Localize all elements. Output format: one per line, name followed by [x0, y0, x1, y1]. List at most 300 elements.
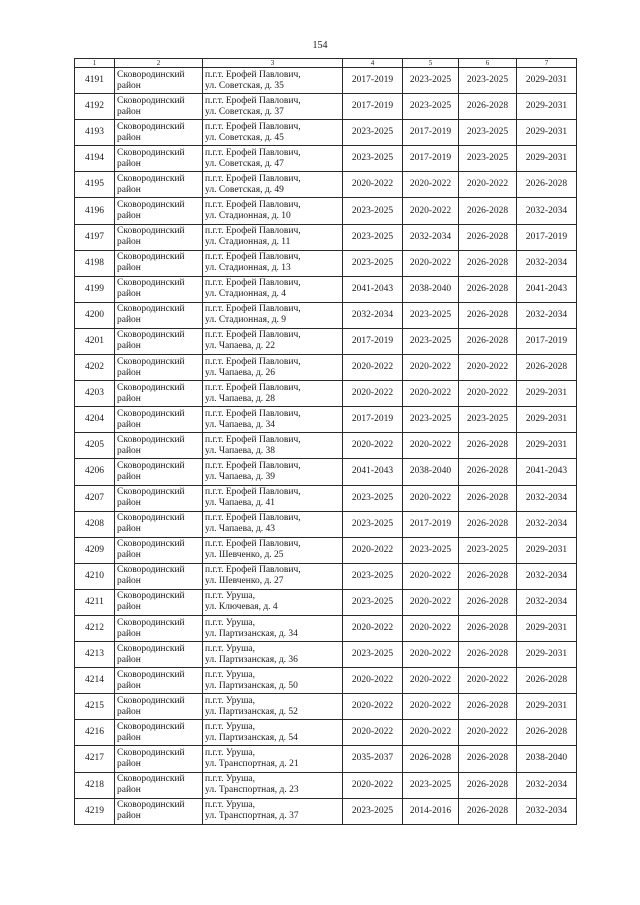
- column-number: 1: [75, 59, 115, 68]
- district-line: район: [117, 80, 141, 91]
- period-cell-y7: 2029-2031: [517, 120, 577, 146]
- table-row: [75, 172, 577, 198]
- address-cell: [203, 746, 343, 772]
- row-number-cell: 4217: [75, 746, 115, 772]
- district-line: Сковородинский: [117, 200, 185, 211]
- address-line: п.г.т. Уруша,: [205, 721, 256, 732]
- period-cell-y7: 2029-2031: [517, 537, 577, 563]
- row-number-cell: 4215: [75, 694, 115, 720]
- period-cell-y5: 2023-2025: [403, 94, 459, 120]
- period-cell-y6: 2026-2028: [459, 198, 517, 224]
- row-number-cell: 4201: [75, 328, 115, 354]
- table-row: [75, 798, 577, 824]
- period-cell-y6: 2020-2022: [459, 381, 517, 407]
- period-cell-y7: 2029-2031: [517, 94, 577, 120]
- table-row: [75, 250, 577, 276]
- period-cell-y6: 2026-2028: [459, 589, 517, 615]
- district-line: Сковородинский: [117, 356, 185, 367]
- address-line: ул. Чапаева, д. 26: [205, 367, 276, 378]
- address-cell: [203, 589, 343, 615]
- district-line: Сковородинский: [117, 460, 185, 471]
- period-cell-y5: 2020-2022: [403, 172, 459, 198]
- row-number-cell: 4195: [75, 172, 115, 198]
- period-cell-y4: 2023-2025: [343, 589, 403, 615]
- row-number-cell: 4193: [75, 120, 115, 146]
- row-number-cell: 4203: [75, 381, 115, 407]
- district-line: район: [117, 158, 141, 169]
- district-line: район: [117, 471, 141, 482]
- address-line: ул. Партизанская, д. 34: [205, 628, 298, 639]
- district-line: район: [117, 654, 141, 665]
- address-cell: [203, 668, 343, 694]
- address-cell: [203, 381, 343, 407]
- district-cell: [115, 615, 203, 641]
- table-row: [75, 772, 577, 798]
- district-cell: [115, 511, 203, 537]
- period-cell-y6: 2020-2022: [459, 355, 517, 381]
- address-cell: [203, 563, 343, 589]
- period-cell-y4: 2023-2025: [343, 224, 403, 250]
- district-line: район: [117, 393, 141, 404]
- period-cell-y4: 2020-2022: [343, 537, 403, 563]
- period-cell-y6: 2026-2028: [459, 433, 517, 459]
- address-line: п.г.т. Уруша,: [205, 800, 256, 811]
- address-line: ул. Чапаева, д. 28: [205, 393, 276, 404]
- period-cell-y6: 2026-2028: [459, 302, 517, 328]
- period-cell-y7: 2026-2028: [517, 355, 577, 381]
- period-cell-y5: 2020-2022: [403, 694, 459, 720]
- table-row: [75, 511, 577, 537]
- period-cell-y7: 2032-2034: [517, 798, 577, 824]
- district-cell: [115, 459, 203, 485]
- period-cell-y7: 2029-2031: [517, 146, 577, 172]
- address-cell: [203, 68, 343, 94]
- period-cell-y7: 2032-2034: [517, 250, 577, 276]
- address-line: п.г.т. Ерофей Павлович,: [205, 330, 301, 341]
- district-cell: [115, 224, 203, 250]
- district-line: Сковородинский: [117, 252, 185, 263]
- address-line: ул. Стадионная, д. 13: [205, 263, 291, 274]
- address-line: п.г.т. Ерофей Павлович,: [205, 69, 301, 80]
- table-row: [75, 720, 577, 746]
- period-cell-y7: 2026-2028: [517, 720, 577, 746]
- address-line: ул. Чапаева, д. 34: [205, 419, 276, 430]
- district-line: Сковородинский: [117, 617, 185, 628]
- address-cell: [203, 250, 343, 276]
- district-line: Сковородинский: [117, 147, 185, 158]
- period-cell-y5: 2014-2016: [403, 798, 459, 824]
- period-cell-y6: 2020-2022: [459, 668, 517, 694]
- period-cell-y6: 2026-2028: [459, 615, 517, 641]
- period-cell-y6: 2026-2028: [459, 94, 517, 120]
- address-cell: [203, 694, 343, 720]
- address-line: п.г.т. Ерофей Павлович,: [205, 487, 301, 498]
- address-line: п.г.т. Ерофей Павлович,: [205, 356, 301, 367]
- district-line: район: [117, 602, 141, 613]
- period-cell-y7: 2032-2034: [517, 563, 577, 589]
- period-cell-y4: 2035-2037: [343, 746, 403, 772]
- address-line: п.г.т. Уруша,: [205, 617, 256, 628]
- period-cell-y6: 2026-2028: [459, 511, 517, 537]
- district-line: район: [117, 732, 141, 743]
- period-cell-y7: 2029-2031: [517, 615, 577, 641]
- period-cell-y6: 2020-2022: [459, 720, 517, 746]
- district-line: район: [117, 132, 141, 143]
- period-cell-y7: 2026-2028: [517, 172, 577, 198]
- table-row: [75, 381, 577, 407]
- district-cell: [115, 328, 203, 354]
- district-cell: [115, 172, 203, 198]
- row-number-cell: 4213: [75, 642, 115, 668]
- district-line: район: [117, 811, 141, 822]
- period-cell-y7: 2032-2034: [517, 485, 577, 511]
- address-line: ул. Ключевая, д. 4: [205, 602, 278, 613]
- period-cell-y6: 2023-2025: [459, 407, 517, 433]
- district-line: район: [117, 341, 141, 352]
- district-cell: [115, 355, 203, 381]
- district-line: Сковородинский: [117, 95, 185, 106]
- district-line: Сковородинский: [117, 434, 185, 445]
- column-number: 7: [517, 59, 577, 68]
- address-line: ул. Стадионная, д. 11: [205, 237, 291, 248]
- period-cell-y4: 2023-2025: [343, 511, 403, 537]
- row-number-cell: 4194: [75, 146, 115, 172]
- period-cell-y6: 2026-2028: [459, 224, 517, 250]
- district-cell: [115, 746, 203, 772]
- address-cell: [203, 120, 343, 146]
- district-cell: [115, 642, 203, 668]
- district-line: район: [117, 706, 141, 717]
- row-number-cell: 4212: [75, 615, 115, 641]
- period-cell-y5: 2020-2022: [403, 642, 459, 668]
- period-cell-y5: 2020-2022: [403, 433, 459, 459]
- address-line: п.г.т. Уруша,: [205, 774, 256, 785]
- address-line: п.г.т. Ерофей Павлович,: [205, 173, 301, 184]
- district-line: район: [117, 106, 141, 117]
- register-table: [74, 58, 577, 825]
- district-line: Сковородинский: [117, 278, 185, 289]
- district-cell: [115, 68, 203, 94]
- row-number-cell: 4191: [75, 68, 115, 94]
- district-cell: [115, 537, 203, 563]
- district-line: район: [117, 184, 141, 195]
- district-cell: [115, 146, 203, 172]
- period-cell-y5: 2020-2022: [403, 589, 459, 615]
- period-cell-y6: 2026-2028: [459, 694, 517, 720]
- period-cell-y6: 2026-2028: [459, 459, 517, 485]
- period-cell-y7: 2029-2031: [517, 68, 577, 94]
- address-line: п.г.т. Уруша,: [205, 591, 256, 602]
- period-cell-y6: 2020-2022: [459, 172, 517, 198]
- district-line: Сковородинский: [117, 774, 185, 785]
- table-row: [75, 563, 577, 589]
- period-cell-y7: 2029-2031: [517, 433, 577, 459]
- period-cell-y5: 2017-2019: [403, 511, 459, 537]
- district-line: район: [117, 498, 141, 509]
- period-cell-y6: 2026-2028: [459, 250, 517, 276]
- period-cell-y6: 2026-2028: [459, 798, 517, 824]
- district-line: Сковородинский: [117, 69, 185, 80]
- row-number-cell: 4207: [75, 485, 115, 511]
- period-cell-y7: 2032-2034: [517, 198, 577, 224]
- district-line: Сковородинский: [117, 800, 185, 811]
- period-cell-y5: 2020-2022: [403, 198, 459, 224]
- table-row: [75, 224, 577, 250]
- district-line: район: [117, 680, 141, 691]
- address-cell: [203, 328, 343, 354]
- table-row: [75, 459, 577, 485]
- table-row: [75, 537, 577, 563]
- district-line: район: [117, 237, 141, 248]
- period-cell-y5: 2023-2025: [403, 302, 459, 328]
- district-cell: [115, 668, 203, 694]
- period-cell-y7: 2038-2040: [517, 746, 577, 772]
- address-line: ул. Партизанская, д. 54: [205, 732, 298, 743]
- row-number-cell: 4210: [75, 563, 115, 589]
- period-cell-y5: 2032-2034: [403, 224, 459, 250]
- address-line: п.г.т. Ерофей Павлович,: [205, 226, 301, 237]
- district-cell: [115, 798, 203, 824]
- period-cell-y5: 2020-2022: [403, 563, 459, 589]
- address-line: п.г.т. Ерофей Павлович,: [205, 565, 301, 576]
- row-number-cell: 4208: [75, 511, 115, 537]
- address-line: п.г.т. Ерофей Павлович,: [205, 278, 301, 289]
- address-line: п.г.т. Ерофей Павлович,: [205, 434, 301, 445]
- address-line: ул. Шевченко, д. 25: [205, 550, 284, 561]
- table-row: [75, 407, 577, 433]
- district-line: район: [117, 785, 141, 796]
- period-cell-y6: 2023-2025: [459, 537, 517, 563]
- row-number-cell: 4202: [75, 355, 115, 381]
- row-number-cell: 4199: [75, 276, 115, 302]
- address-line: ул. Партизанская, д. 50: [205, 680, 298, 691]
- address-line: ул. Чапаева, д. 43: [205, 524, 276, 535]
- row-number-cell: 4214: [75, 668, 115, 694]
- address-line: п.г.т. Ерофей Павлович,: [205, 121, 301, 132]
- address-line: ул. Чапаева, д. 22: [205, 341, 276, 352]
- district-line: район: [117, 263, 141, 274]
- table-row: [75, 746, 577, 772]
- period-cell-y5: 2026-2028: [403, 746, 459, 772]
- period-cell-y4: 2020-2022: [343, 694, 403, 720]
- table-row: [75, 642, 577, 668]
- period-cell-y6: 2026-2028: [459, 772, 517, 798]
- period-cell-y6: 2023-2025: [459, 120, 517, 146]
- period-cell-y5: 2020-2022: [403, 250, 459, 276]
- district-line: Сковородинский: [117, 539, 185, 550]
- address-line: п.г.т. Ерофей Павлович,: [205, 408, 301, 419]
- period-cell-y5: 2020-2022: [403, 381, 459, 407]
- district-line: Сковородинский: [117, 565, 185, 576]
- period-cell-y7: 2032-2034: [517, 589, 577, 615]
- period-cell-y7: 2032-2034: [517, 772, 577, 798]
- period-cell-y4: 2017-2019: [343, 94, 403, 120]
- table-row: [75, 485, 577, 511]
- period-cell-y5: 2038-2040: [403, 276, 459, 302]
- address-cell: [203, 772, 343, 798]
- address-line: ул. Советская, д. 37: [205, 106, 284, 117]
- period-cell-y5: 2023-2025: [403, 772, 459, 798]
- register-table-body: [75, 59, 577, 825]
- period-cell-y7: 2029-2031: [517, 642, 577, 668]
- address-cell: [203, 511, 343, 537]
- district-line: Сковородинский: [117, 330, 185, 341]
- district-cell: [115, 433, 203, 459]
- table-row: [75, 302, 577, 328]
- period-cell-y4: 2023-2025: [343, 798, 403, 824]
- period-cell-y4: 2017-2019: [343, 68, 403, 94]
- district-cell: [115, 198, 203, 224]
- address-cell: [203, 642, 343, 668]
- district-line: район: [117, 289, 141, 300]
- row-number-cell: 4198: [75, 250, 115, 276]
- column-number: 5: [403, 59, 459, 68]
- address-line: ул. Шевченко, д. 27: [205, 576, 284, 587]
- period-cell-y4: 2020-2022: [343, 172, 403, 198]
- period-cell-y6: 2026-2028: [459, 276, 517, 302]
- period-cell-y4: 2020-2022: [343, 355, 403, 381]
- period-cell-y4: 2023-2025: [343, 485, 403, 511]
- address-cell: [203, 302, 343, 328]
- table-row: [75, 146, 577, 172]
- district-line: район: [117, 524, 141, 535]
- district-cell: [115, 589, 203, 615]
- district-cell: [115, 381, 203, 407]
- address-cell: [203, 615, 343, 641]
- table-row: [75, 94, 577, 120]
- district-line: район: [117, 628, 141, 639]
- district-line: район: [117, 758, 141, 769]
- address-line: ул. Партизанская, д. 36: [205, 654, 298, 665]
- column-number-row: [75, 59, 577, 68]
- district-cell: [115, 276, 203, 302]
- address-cell: [203, 146, 343, 172]
- period-cell-y4: 2023-2025: [343, 642, 403, 668]
- address-line: ул. Советская, д. 45: [205, 132, 284, 143]
- period-cell-y4: 2041-2043: [343, 276, 403, 302]
- period-cell-y4: 2032-2034: [343, 302, 403, 328]
- address-cell: [203, 720, 343, 746]
- address-line: п.г.т. Ерофей Павлович,: [205, 460, 301, 471]
- district-cell: [115, 694, 203, 720]
- address-line: ул. Партизанская, д. 52: [205, 706, 298, 717]
- row-number-cell: 4197: [75, 224, 115, 250]
- address-cell: [203, 224, 343, 250]
- district-line: район: [117, 576, 141, 587]
- district-cell: [115, 250, 203, 276]
- district-cell: [115, 94, 203, 120]
- period-cell-y4: 2020-2022: [343, 433, 403, 459]
- period-cell-y4: 2020-2022: [343, 615, 403, 641]
- address-line: ул. Чапаева, д. 39: [205, 471, 276, 482]
- period-cell-y4: 2023-2025: [343, 146, 403, 172]
- table-row: [75, 355, 577, 381]
- address-cell: [203, 94, 343, 120]
- address-cell: [203, 198, 343, 224]
- address-line: ул. Транспортная, д. 21: [205, 758, 299, 769]
- period-cell-y6: 2026-2028: [459, 642, 517, 668]
- district-line: Сковородинский: [117, 513, 185, 524]
- column-number: 2: [115, 59, 203, 68]
- column-number: 3: [203, 59, 343, 68]
- row-number-cell: 4219: [75, 798, 115, 824]
- address-cell: [203, 407, 343, 433]
- address-line: п.г.т. Ерофей Павлович,: [205, 513, 301, 524]
- row-number-cell: 4205: [75, 433, 115, 459]
- district-line: Сковородинский: [117, 304, 185, 315]
- district-line: Сковородинский: [117, 173, 185, 184]
- period-cell-y5: 2023-2025: [403, 407, 459, 433]
- district-cell: [115, 720, 203, 746]
- address-line: ул. Чапаева, д. 38: [205, 445, 276, 456]
- period-cell-y5: 2017-2019: [403, 146, 459, 172]
- district-line: район: [117, 315, 141, 326]
- period-cell-y6: 2023-2025: [459, 68, 517, 94]
- period-cell-y6: 2026-2028: [459, 485, 517, 511]
- address-line: п.г.т. Уруша,: [205, 669, 256, 680]
- period-cell-y7: 2041-2043: [517, 459, 577, 485]
- table-row: [75, 668, 577, 694]
- period-cell-y4: 2017-2019: [343, 328, 403, 354]
- period-cell-y7: 2017-2019: [517, 328, 577, 354]
- address-line: п.г.т. Ерофей Павлович,: [205, 539, 301, 550]
- address-line: п.г.т. Ерофей Павлович,: [205, 252, 301, 263]
- district-line: Сковородинский: [117, 591, 185, 602]
- table-row: [75, 276, 577, 302]
- period-cell-y4: 2020-2022: [343, 381, 403, 407]
- district-line: Сковородинский: [117, 669, 185, 680]
- district-line: Сковородинский: [117, 747, 185, 758]
- period-cell-y5: 2023-2025: [403, 68, 459, 94]
- table-row: [75, 433, 577, 459]
- district-line: район: [117, 211, 141, 222]
- row-number-cell: 4192: [75, 94, 115, 120]
- address-line: п.г.т. Ерофей Павлович,: [205, 147, 301, 158]
- address-cell: [203, 798, 343, 824]
- address-line: п.г.т. Ерофей Павлович,: [205, 304, 301, 315]
- row-number-cell: 4196: [75, 198, 115, 224]
- address-line: ул. Стадионная, д. 9: [205, 315, 287, 326]
- district-cell: [115, 302, 203, 328]
- district-cell: [115, 120, 203, 146]
- period-cell-y4: 2023-2025: [343, 198, 403, 224]
- period-cell-y4: 2041-2043: [343, 459, 403, 485]
- address-line: п.г.т. Ерофей Павлович,: [205, 95, 301, 106]
- row-number-cell: 4209: [75, 537, 115, 563]
- district-line: район: [117, 419, 141, 430]
- address-line: ул. Транспортная, д. 23: [205, 785, 299, 796]
- address-line: ул. Стадионная, д. 4: [205, 289, 287, 300]
- row-number-cell: 4206: [75, 459, 115, 485]
- period-cell-y5: 2017-2019: [403, 120, 459, 146]
- period-cell-y6: 2026-2028: [459, 746, 517, 772]
- address-line: ул. Советская, д. 35: [205, 80, 284, 91]
- district-line: район: [117, 445, 141, 456]
- address-line: ул. Стадионная, д. 10: [205, 211, 291, 222]
- period-cell-y5: 2023-2025: [403, 328, 459, 354]
- address-cell: [203, 433, 343, 459]
- period-cell-y5: 2020-2022: [403, 668, 459, 694]
- period-cell-y4: 2020-2022: [343, 668, 403, 694]
- table-row: [75, 68, 577, 94]
- address-line: п.г.т. Уруша,: [205, 747, 256, 758]
- column-number: 6: [459, 59, 517, 68]
- period-cell-y7: 2029-2031: [517, 381, 577, 407]
- period-cell-y4: 2023-2025: [343, 563, 403, 589]
- district-cell: [115, 563, 203, 589]
- address-line: п.г.т. Уруша,: [205, 695, 256, 706]
- period-cell-y6: 2026-2028: [459, 328, 517, 354]
